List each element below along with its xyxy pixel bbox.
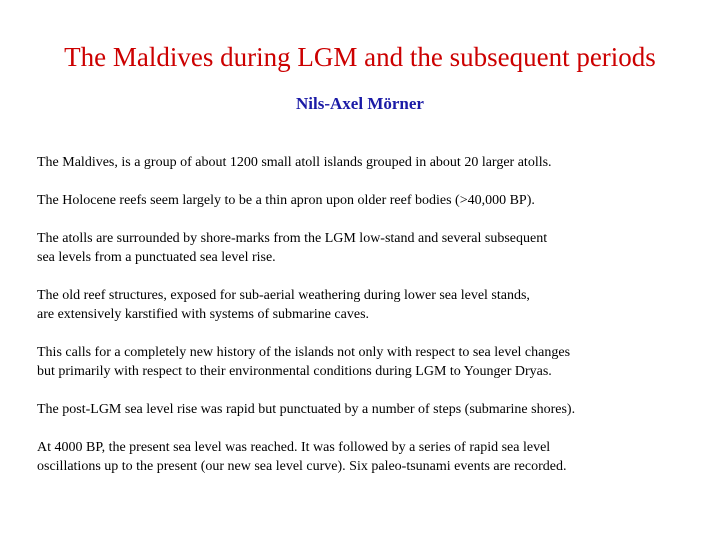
- paragraph-line: The Maldives, is a group of about 1200 small atoll islands grouped in about 20 larger atolls.: [37, 155, 552, 170]
- paragraph: [37, 229, 707, 267]
- paragraph: [37, 286, 707, 324]
- slide-title: The Maldives during LGM and the subsequent periods: [64, 42, 656, 72]
- paragraph-line: sea levels from a punctuated sea level rise.: [37, 250, 276, 265]
- slide-body: [37, 153, 707, 495]
- paragraph: [37, 343, 707, 381]
- paragraph-line: The old reef structures, exposed for sub-aerial weathering during lower sea level stands,: [37, 288, 530, 303]
- paragraph: [37, 191, 707, 210]
- paragraph-line: oscillations up to the present (our new sea level curve). Six paleo-tsunami events are recorded.: [37, 459, 567, 474]
- paragraph: [37, 153, 707, 172]
- paragraph-line: This calls for a completely new history of the islands not only with respect to sea level changes: [37, 345, 571, 360]
- paragraph: [37, 438, 707, 476]
- paragraph-line: The atolls are surrounded by shore-marks from the LGM low-stand and several subsequent: [37, 231, 548, 246]
- paragraph-line: The post-LGM sea level rise was rapid but punctuated by a number of steps (submarine shores).: [37, 402, 576, 417]
- paragraph: [37, 400, 707, 419]
- paragraph-line: At 4000 BP, the present sea level was reached. It was followed by a series of rapid sea level: [37, 440, 551, 455]
- paragraph-line: The Holocene reefs seem largely to be a thin apron upon older reef bodies (>40,000 BP).: [37, 193, 535, 208]
- paragraph-line: but primarily with respect to their environmental conditions during LGM to Younger Dryas.: [37, 364, 552, 379]
- paragraph-line: are extensively karstified with systems of submarine caves.: [37, 307, 370, 322]
- author-name: Nils-Axel Mörner: [296, 94, 424, 113]
